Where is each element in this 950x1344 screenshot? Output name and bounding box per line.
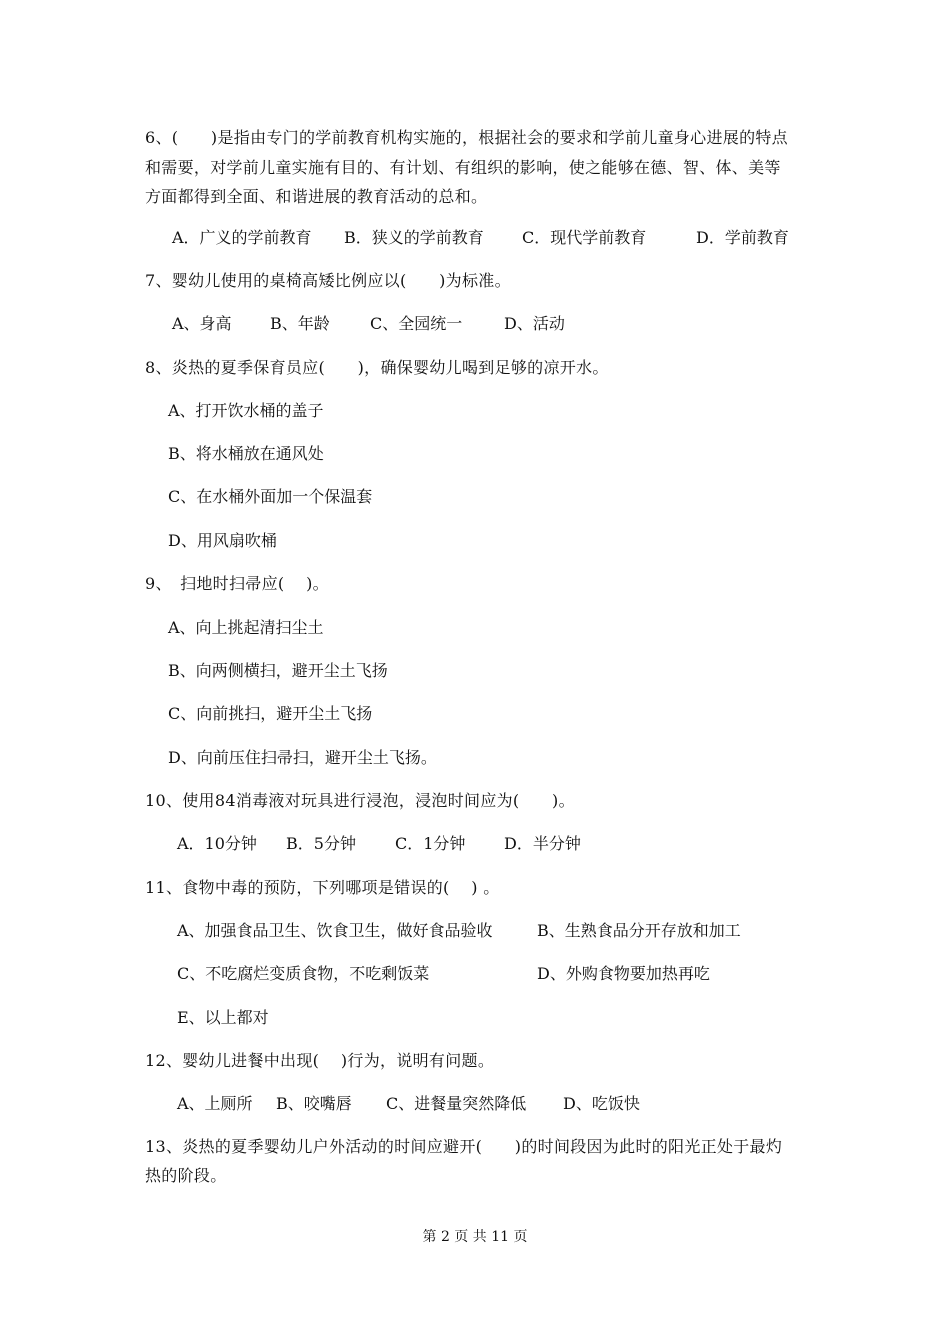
q10-option-a: A．10分钟 xyxy=(177,834,257,853)
q8-option-d: D、用风扇吹桶 xyxy=(168,531,277,550)
q12-text: 12、婴幼儿进餐中出现( )行为，说明有问题。 xyxy=(145,1051,495,1070)
q13-line-1: 13、炎热的夏季婴幼儿户外活动的时间应避开( )的时间段因为此时的阳光正处于最灼 xyxy=(145,1137,783,1156)
q12-option-c: C、进餐量突然降低 xyxy=(386,1094,527,1113)
q11-text: 11、食物中毒的预防，下列哪项是错误的( ) 。 xyxy=(145,878,500,897)
q7-option-b: B、年龄 xyxy=(270,314,330,333)
q6-line-2: 和需要，对学前儿童实施有目的、有计划、有组织的影响，使之能够在德、智、体、美等 xyxy=(145,158,781,177)
q9-text: 9、 扫地时扫帚应( )。 xyxy=(145,574,329,593)
q6-option-a: A．广义的学前教育 xyxy=(172,228,312,247)
q10-option-d: D．半分钟 xyxy=(504,834,581,853)
q12-option-d: D、吃饭快 xyxy=(563,1094,640,1113)
q9-option-c: C、向前挑扫，避开尘土飞扬 xyxy=(168,704,373,723)
q9-option-d: D、向前压住扫帚扫，避开尘土飞扬。 xyxy=(168,748,437,767)
q10-option-c: C．1分钟 xyxy=(395,834,466,853)
q12-option-b: B、咬嘴唇 xyxy=(276,1094,352,1113)
q9-option-b: B、向两侧横扫，避开尘土飞扬 xyxy=(168,661,388,680)
q8-text: 8、炎热的夏季保育员应( )，确保婴幼儿喝到足够的凉开水。 xyxy=(145,358,609,377)
q9-option-a: A、向上挑起清扫尘土 xyxy=(168,618,324,637)
q10-text: 10、使用84消毒液对玩具进行浸泡，浸泡时间应为( )。 xyxy=(145,791,575,810)
q12-option-a: A、上厕所 xyxy=(177,1094,253,1113)
q11-option-a: A、加强食品卫生、饮食卫生，做好食品验收 xyxy=(177,921,493,940)
q6-option-b: B．狭义的学前教育 xyxy=(344,228,484,247)
q8-option-b: B、将水桶放在通风处 xyxy=(168,444,324,463)
page-number: 第 2 页 共 11 页 xyxy=(422,1229,528,1245)
q7-text: 7、婴幼儿使用的桌椅高矮比例应以( )为标准。 xyxy=(145,271,511,290)
q11-option-b: B、生熟食品分开存放和加工 xyxy=(537,921,741,940)
q7-option-c: C、全园统一 xyxy=(370,314,463,333)
q6-line-3: 方面都得到全面、和谐进展的教育活动的总和。 xyxy=(145,187,488,206)
q6-option-d: D．学前教育 xyxy=(696,228,789,247)
q11-option-d: D、外购食物要加热再吃 xyxy=(537,964,710,983)
q8-option-a: A、打开饮水桶的盖子 xyxy=(168,401,324,420)
q8-option-c: C、在水桶外面加一个保温套 xyxy=(168,487,373,506)
q6-line-1: 6、( )是指由专门的学前教育机构实施的，根据社会的要求和学前儿童身心进展的特点 xyxy=(145,128,788,147)
q11-option-e: E、以上都对 xyxy=(177,1008,269,1027)
q13-line-2: 热的阶段。 xyxy=(145,1166,227,1185)
q10-option-b: B．5分钟 xyxy=(286,834,356,853)
q7-option-d: D、活动 xyxy=(504,314,565,333)
q7-option-a: A、身高 xyxy=(172,314,232,333)
q6-option-c: C．现代学前教育 xyxy=(522,228,647,247)
q11-option-c: C、不吃腐烂变质食物，不吃剩饭菜 xyxy=(177,964,430,983)
